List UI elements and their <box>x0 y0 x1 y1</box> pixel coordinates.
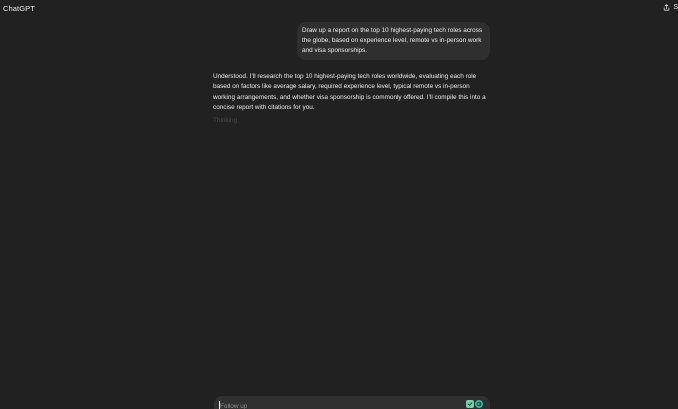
thinking-status: Thinking <box>213 117 238 124</box>
app-title[interactable]: ChatGPT <box>3 4 35 13</box>
assistant-message: Understood. I’ll research the top 10 highest-paying tech roles worldwide, evaluating each role based on factors like average salary, required experience level, typical remote vs in-person working arrangements, and whether visa sponsorship is commonly offered. I’ll compile this into a concise report with citations for you. <box>213 73 486 112</box>
composer-extension-icons <box>466 400 483 408</box>
share-icon <box>663 4 670 11</box>
top-bar <box>0 0 678 18</box>
follow-up-input[interactable] <box>220 401 450 409</box>
user-message: Draw up a report on the top 10 highest-paying tech roles across the globe, based on experience level, remote vs in-person work and visa sponsorships. <box>297 22 490 60</box>
composer <box>214 396 490 409</box>
grammar-extension-icon[interactable] <box>466 400 474 408</box>
share-label: S <box>673 4 678 11</box>
share-button[interactable] <box>663 4 678 11</box>
grammarly-extension-icon[interactable] <box>475 400 483 408</box>
